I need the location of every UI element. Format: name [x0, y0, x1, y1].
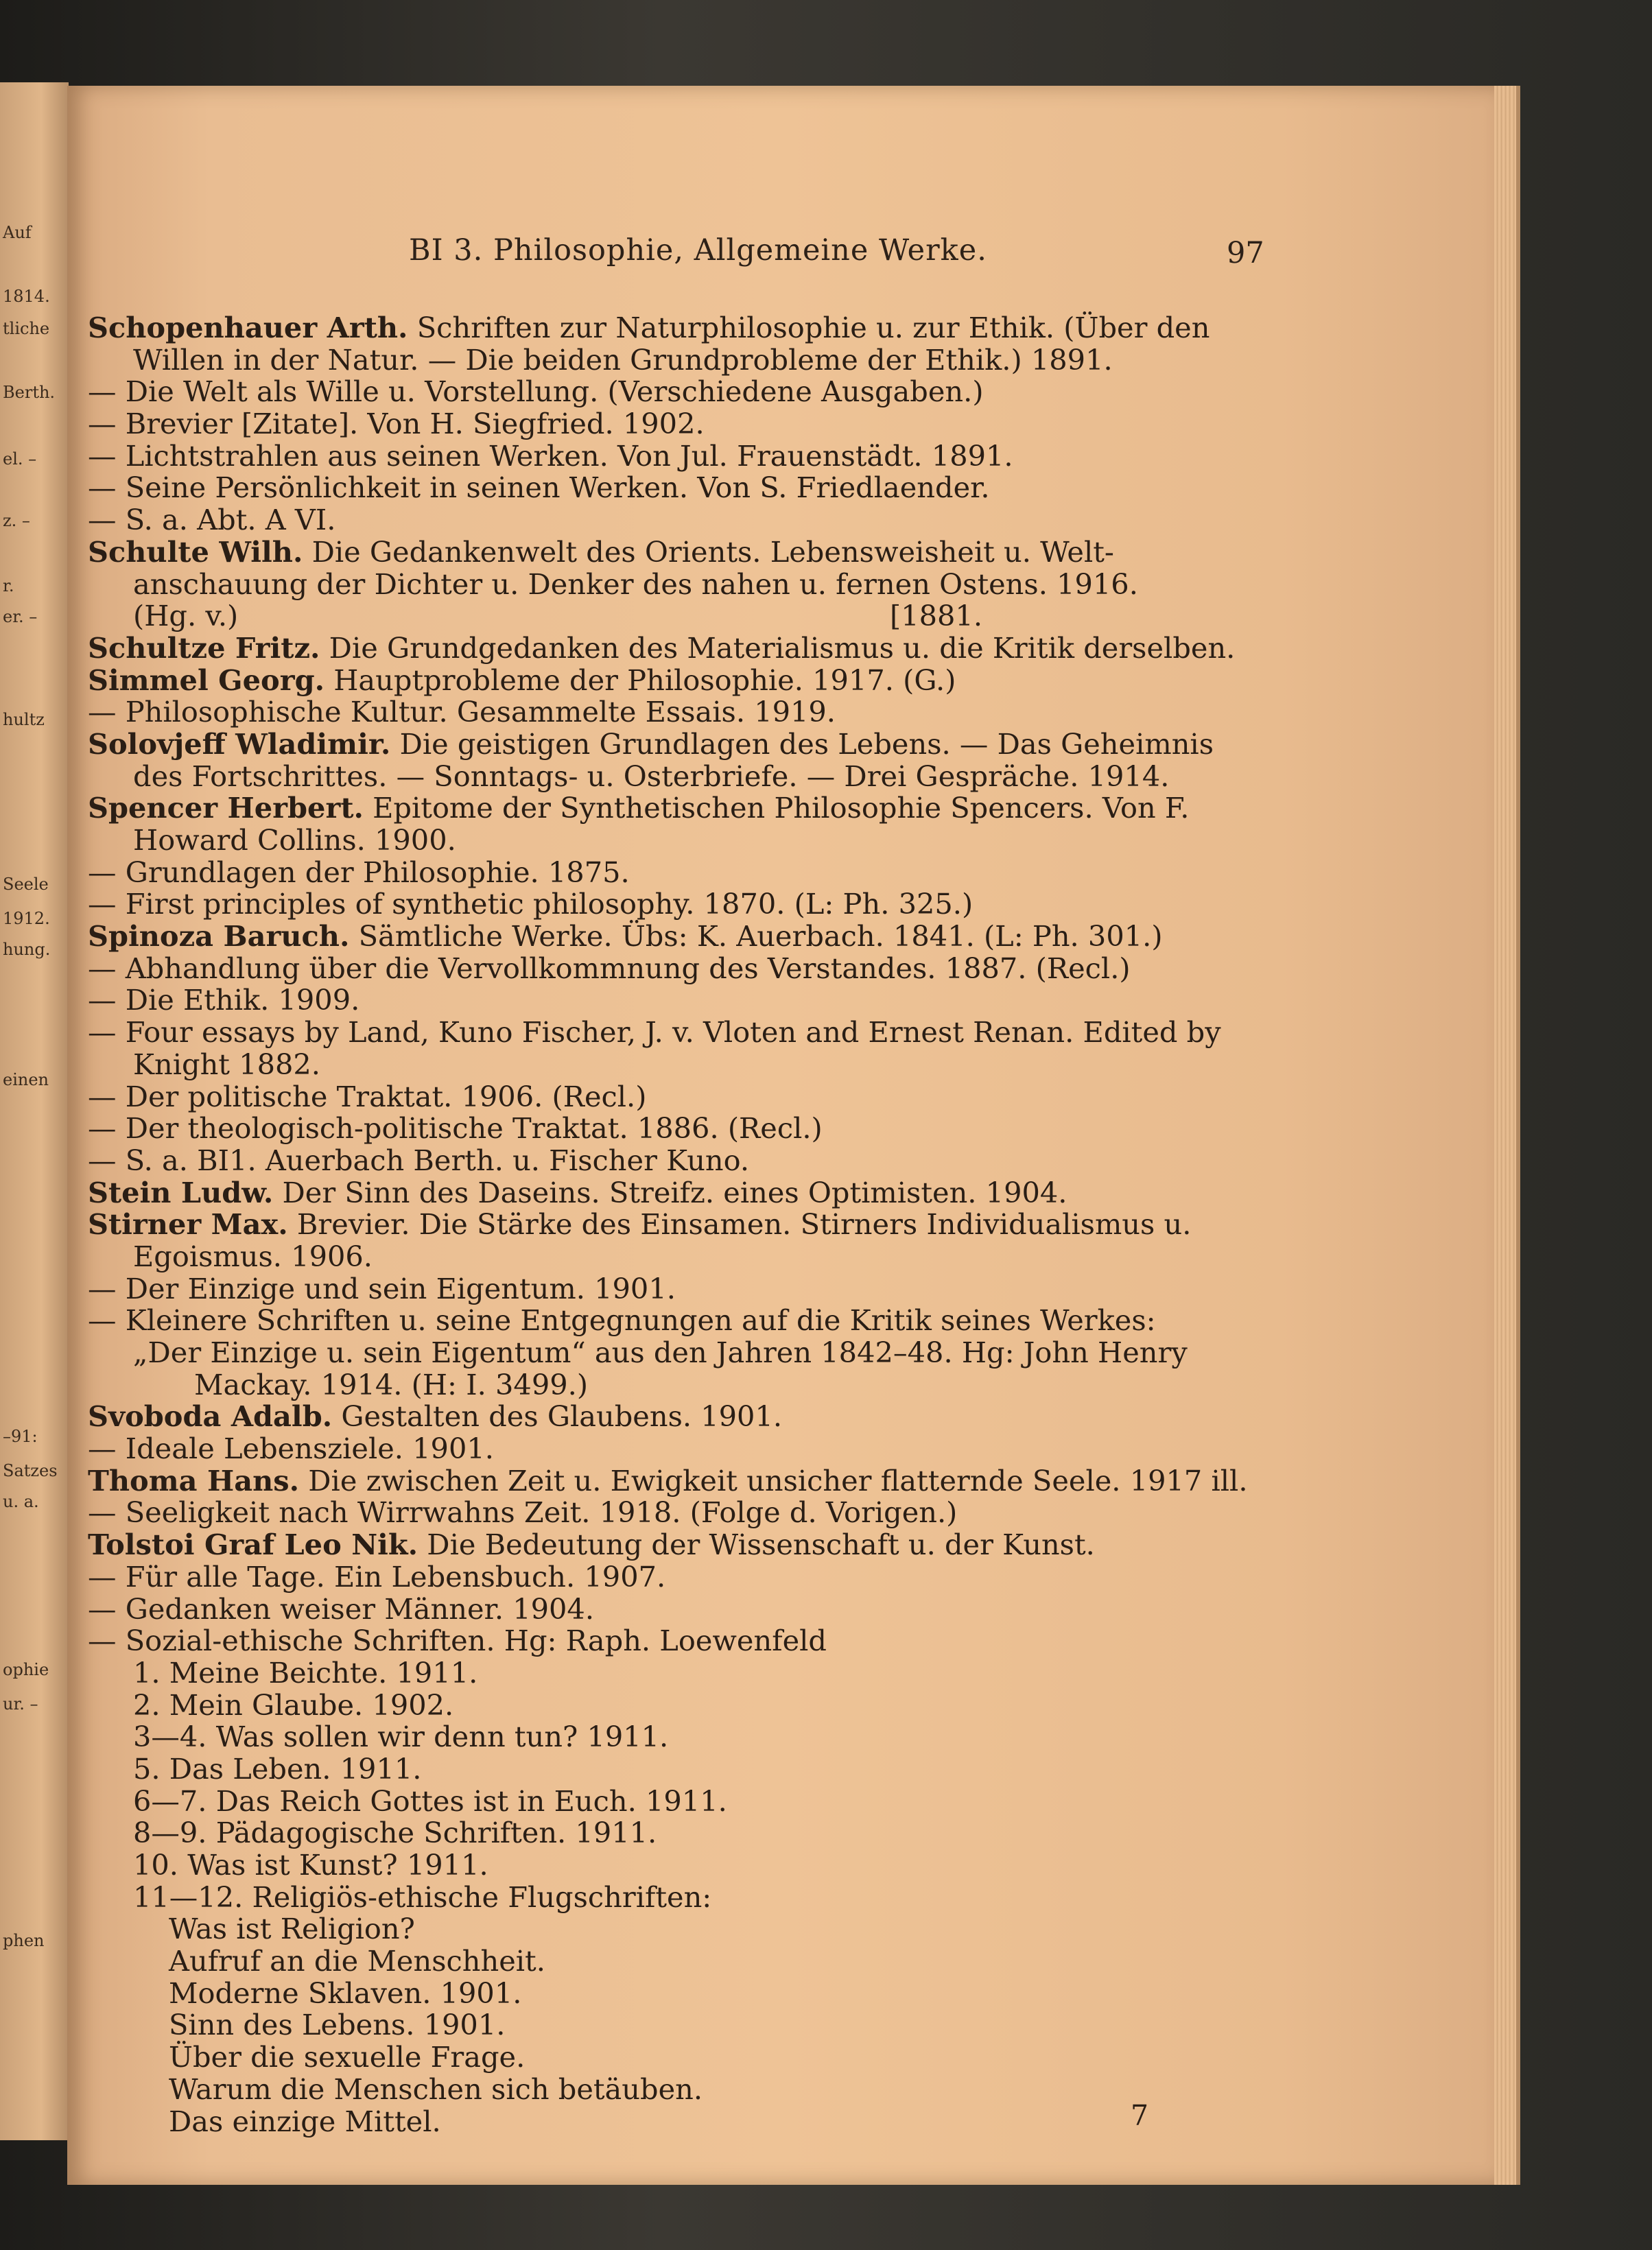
prev-page-fragment: r. — [3, 576, 14, 595]
entry-text: 10. Was ist Kunst? 1911. — [133, 1848, 488, 1882]
entry-line — [88, 1591, 1336, 1626]
author-name: Schulte Wilh. — [88, 534, 303, 569]
entry-line — [88, 1690, 1336, 1722]
entry-text: — Die Ethik. 1909. — [88, 983, 360, 1017]
entry-line — [88, 2074, 1336, 2106]
entry-line — [88, 1273, 1336, 1305]
entry-text: — Die Welt als Wille u. Vorstellung. (Verschiedene Ausgaben.) — [88, 375, 984, 409]
entry-line — [88, 1465, 1336, 1497]
prev-page-fragment: Berth. — [3, 383, 56, 402]
entry-text: — S. a. Abt. A VI. — [88, 503, 336, 537]
entry-line — [88, 569, 1336, 601]
entry-line — [88, 504, 1336, 536]
entry-text: — S. a. BI1. Auerbach Berth. u. Fischer Kuno. — [88, 1143, 750, 1177]
page-header — [67, 233, 1494, 274]
entry-line — [88, 1401, 1336, 1433]
entry-text: Der Sinn des Daseins. Streifz. eines Optimisten. 1904. — [273, 1175, 1067, 1209]
author-name: Svoboda Adalb. — [88, 1399, 333, 1434]
author-name: Simmel Georg. — [88, 663, 325, 697]
entry-text: — Ideale Lebensziele. 1901. — [88, 1432, 494, 1466]
entry-text: — Gedanken weiser Männer. 1904. — [88, 1591, 595, 1626]
entry-text: Die geistigen Grundlagen des Lebens. — Das Geheimnis — [390, 726, 1214, 761]
entry-line — [88, 1913, 1336, 1945]
entry-line — [88, 1882, 1336, 1914]
entry-text: 2. Mein Glaube. 1902. — [133, 1688, 454, 1722]
entry-line — [88, 1209, 1336, 1241]
entry-text: — Für alle Tage. Ein Lebensbuch. 1907. — [88, 1559, 666, 1594]
entry-line — [88, 1177, 1336, 1209]
entry-text: 6—7. Das Reich Gottes ist in Euch. 1911. — [133, 1784, 727, 1818]
entry-text: (Hg. v.) [1881. — [133, 599, 983, 633]
entry-text: 3—4. Was sollen wir denn tun? 1911. — [133, 1720, 669, 1754]
prev-page-fragment: ophie — [3, 1660, 49, 1679]
author-name: Spinoza Baruch. — [88, 919, 350, 954]
entry-line — [88, 761, 1336, 793]
entry-line — [88, 344, 1336, 377]
entry-line — [88, 632, 1336, 665]
entry-line — [88, 1049, 1336, 1081]
entry-line — [88, 440, 1336, 473]
entry-line — [88, 857, 1336, 889]
entry-text: 1. Meine Beichte. 1911. — [133, 1655, 478, 1690]
entry-line — [88, 2009, 1336, 2041]
entry-text: Die Bedeutung der Wissenschaft u. der Kunst. — [418, 1528, 1095, 1562]
entry-text: Epitome der Synthetischen Philosophie Spencers. Von F. — [363, 791, 1190, 825]
entry-text: — Der politische Traktat. 1906. (Recl.) — [88, 1079, 647, 1113]
entry-text: — Grundlagen der Philosophie. 1875. — [88, 855, 630, 889]
entry-line — [88, 1113, 1336, 1145]
entry-text: Sinn des Lebens. 1901. — [169, 2008, 506, 2042]
entry-text: Die Gedankenwelt des Orients. Lebensweisheit u. Welt- — [303, 534, 1114, 569]
prev-page-fragment: ur. – — [3, 1694, 38, 1714]
entry-line — [88, 1145, 1336, 1177]
entry-text: — Der theologisch-politische Traktat. 1886. (Recl.) — [88, 1111, 823, 1146]
entry-text: anschauung der Dichter u. Denker des nahen u. fernen Ostens. 1916. — [133, 567, 1138, 601]
author-name: Schopenhauer Arth. — [88, 311, 408, 344]
entry-text: 5. Das Leben. 1911. — [133, 1751, 422, 1786]
entry-text: — Brevier [Zitate]. Von H. Siegfried. 1902. — [88, 407, 705, 441]
prev-page-fragment: el. – — [3, 449, 37, 469]
entry-text: — Lichtstrahlen aus seinen Werken. Von Jul. Frauenstädt. 1891. — [88, 438, 1013, 473]
entry-line — [88, 726, 1336, 761]
entry-text: Hauptprobleme der Philosophie. 1917. (G.) — [324, 663, 956, 697]
entry-line — [88, 1241, 1336, 1273]
entry-line — [88, 312, 1336, 344]
entry-text: 11—12. Religiös-ethische Flugschriften: — [133, 1880, 712, 1914]
prev-page-fragment: 1912. — [3, 909, 50, 928]
entry-line — [88, 696, 1336, 729]
author-name: Thoma Hans. — [88, 1463, 300, 1497]
entry-line — [88, 376, 1336, 408]
previous-page-edge — [0, 82, 69, 2140]
entry-line — [88, 825, 1336, 857]
author-name: Solovjeff Wladimir. — [88, 726, 391, 761]
prev-page-fragment: phen — [3, 1931, 45, 1950]
author-name: Spencer Herbert. — [88, 791, 364, 825]
entry-text: Brevier. Die Stärke des Einsamen. Stirners Individualismus u. — [287, 1207, 1192, 1242]
entry-text: — Der Einzige und sein Eigentum. 1901. — [88, 1271, 676, 1305]
entry-line — [88, 1978, 1336, 2010]
entry-text: des Fortschrittes. — Sonntags- u. Osterbriefe. — Drei Gespräche. 1914. — [133, 759, 1170, 793]
entry-text: Über die sexuelle Frage. — [169, 2040, 526, 2074]
entry-text: — Seine Persönlichkeit in seinen Werken. Von S. Friedlaender. — [88, 471, 990, 505]
entry-line — [88, 1561, 1336, 1594]
entry-line — [88, 1753, 1336, 1786]
entry-text: Die zwischen Zeit u. Ewigkeit unsicher flatternde Seele. 1917 ill. — [299, 1463, 1248, 1497]
entry-text: Moderne Sklaven. 1901. — [169, 1976, 522, 2010]
entry-line — [88, 1305, 1336, 1337]
entry-text: Egoismus. 1906. — [133, 1239, 373, 1273]
prev-page-fragment: tliche — [3, 319, 50, 338]
author-name: Stein Ludw. — [88, 1175, 274, 1209]
entry-line — [88, 984, 1336, 1017]
entry-line — [88, 536, 1336, 569]
prev-page-fragment: hung. — [3, 940, 51, 959]
entry-text: — Seeligkeit nach Wirrwahns Zeit. 1918. (Folge d. Vorigen.) — [88, 1495, 958, 1530]
entry-line — [88, 1081, 1336, 1113]
entry-line — [88, 1945, 1336, 1978]
prev-page-fragment: z. – — [3, 511, 30, 530]
entry-text: — Abhandlung über die Vervollkommnung des Verstandes. 1887. (Recl.) — [88, 951, 1131, 985]
entry-text: Willen in der Natur. — Die beiden Grundprobleme der Ethik.) 1891. — [133, 342, 1113, 377]
entry-text: Schriften zur Naturphilosophie u. zur Ethik. (Über den — [408, 311, 1210, 344]
entry-line — [88, 1657, 1336, 1690]
author-name: Stirner Max. — [88, 1207, 288, 1242]
prev-page-fragment: Satzes — [3, 1461, 58, 1480]
entry-line — [88, 792, 1336, 825]
bibliography-list — [88, 312, 1336, 2138]
prev-page-fragment: Seele — [3, 875, 49, 894]
entry-line — [88, 921, 1336, 953]
author-name: Tolstoi Graf Leo Nik. — [88, 1528, 418, 1562]
entry-line — [88, 888, 1336, 921]
entry-text: Das einzige Mittel. — [169, 2104, 441, 2138]
entry-line — [88, 1529, 1336, 1561]
entry-line — [88, 665, 1336, 697]
entry-text: Die Grundgedanken des Materialismus u. die Kritik derselben. — [320, 630, 1236, 665]
prev-page-fragment: einen — [3, 1070, 49, 1089]
entry-line — [88, 2106, 1336, 2138]
entry-text: Warum die Menschen sich betäuben. — [169, 2072, 703, 2106]
entry-line — [88, 1786, 1336, 1818]
entry-text: Mackay. 1914. (H: I. 3499.) — [194, 1367, 589, 1401]
entry-line — [88, 1817, 1336, 1849]
entry-text: Knight 1882. — [133, 1047, 320, 1081]
entry-text: — Four essays by Land, Kuno Fischer, J. v. Vloten and Ernest Renan. Edited by — [88, 1015, 1221, 1050]
entry-line — [88, 953, 1336, 985]
entry-line — [88, 408, 1336, 440]
entry-text: — Philosophische Kultur. Gesammelte Essais. 1919. — [88, 695, 836, 729]
page-number: 97 — [1227, 236, 1264, 270]
prev-page-fragment: hultz — [3, 710, 45, 729]
entry-line — [88, 1369, 1336, 1401]
entry-text: Howard Collins. 1900. — [133, 823, 456, 857]
running-title: BI 3. Philosophie, Allgemeine Werke. — [409, 233, 987, 268]
entry-text: Was ist Religion? — [169, 1912, 415, 1946]
prev-page-fragment: –91: — [3, 1427, 38, 1446]
entry-text: — Sozial-ethische Schriften. Hg: Raph. Loewenfeld — [88, 1624, 827, 1658]
entry-text: — Kleinere Schriften u. seine Entgegnungen auf die Kritik seines Werkes: — [88, 1303, 1156, 1338]
signature-mark: 7 — [1131, 2099, 1149, 2132]
entry-line — [88, 1337, 1336, 1369]
entry-text: Sämtliche Werke. Übs: K. Auerbach. 1841. (L: Ph. 301.) — [349, 919, 1163, 954]
entry-line — [88, 600, 1336, 632]
entry-text: — First principles of synthetic philosophy. 1870. (L: Ph. 325.) — [88, 887, 974, 921]
entry-line — [88, 472, 1336, 504]
prev-page-fragment: er. – — [3, 607, 38, 626]
entry-line — [88, 2041, 1336, 2074]
entry-line — [88, 1625, 1336, 1657]
entry-line — [88, 1497, 1336, 1529]
entry-text: 8—9. Pädagogische Schriften. 1911. — [133, 1816, 657, 1850]
entry-line — [88, 1721, 1336, 1753]
author-name: Schultze Fritz. — [88, 630, 320, 665]
entry-line — [88, 1849, 1336, 1882]
entry-text: Aufruf an die Menschheit. — [169, 1944, 545, 1978]
entry-line — [88, 1433, 1336, 1465]
prev-page-fragment: 1814. — [3, 287, 50, 306]
entry-line — [88, 1017, 1336, 1049]
book-page — [67, 86, 1494, 2185]
entry-text: „Der Einzige u. sein Eigentum“ aus den Jahren 1842–48. Hg: John Henry — [133, 1336, 1188, 1369]
entry-text: Gestalten des Glaubens. 1901. — [332, 1399, 783, 1434]
prev-page-fragment: u. a. — [3, 1492, 39, 1511]
prev-page-fragment: Auf — [3, 223, 32, 242]
